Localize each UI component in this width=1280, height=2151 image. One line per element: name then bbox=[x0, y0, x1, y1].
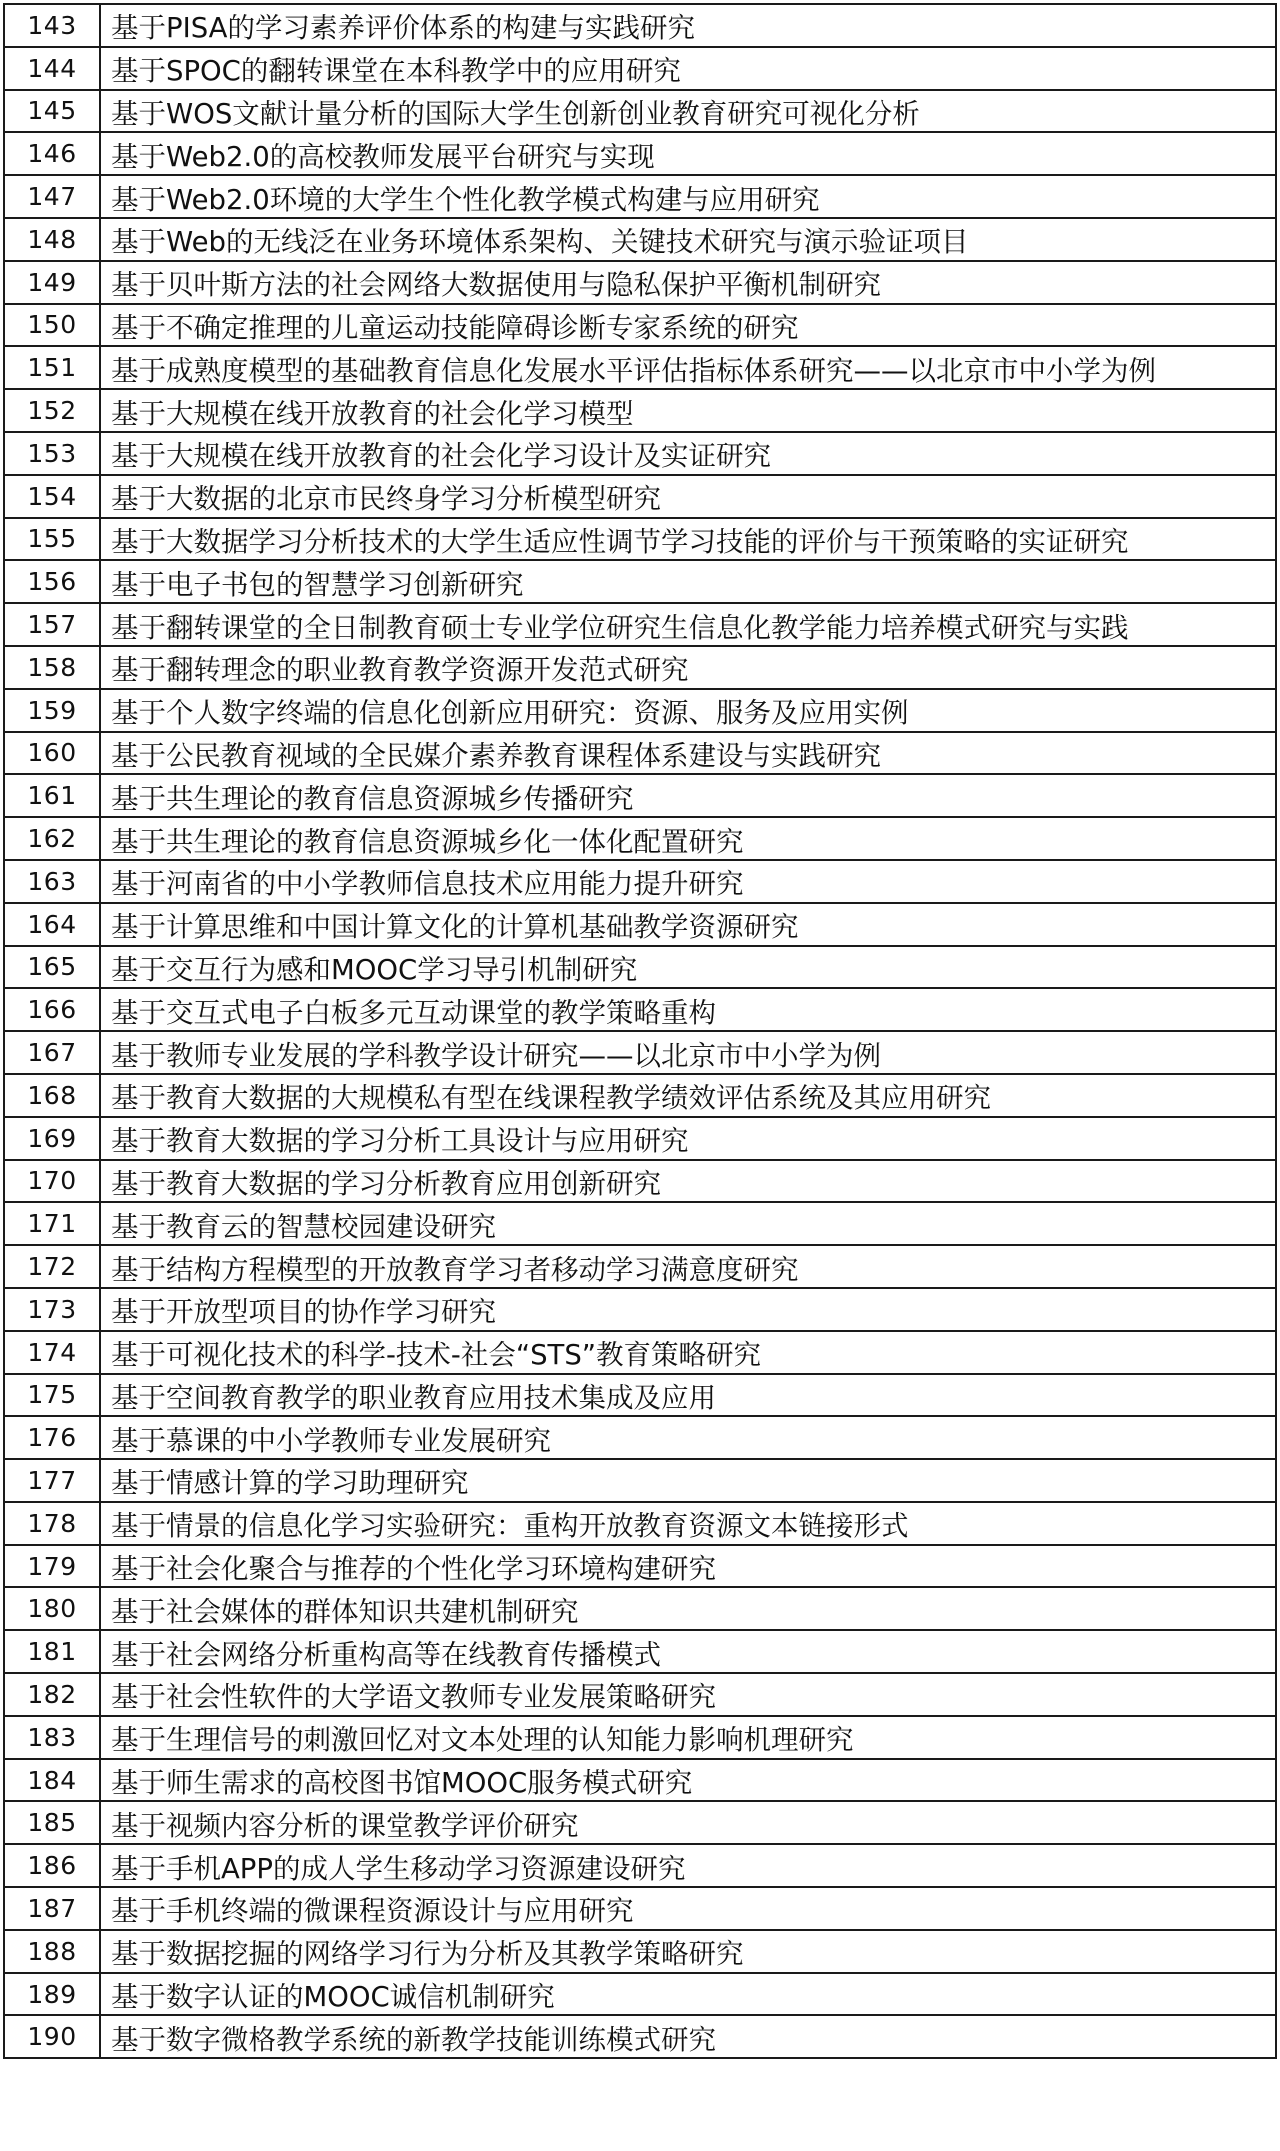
project-title: 基于教育大数据的学习分析教育应用创新研究 bbox=[100, 1160, 1276, 1203]
table-row bbox=[4, 1331, 1276, 1374]
project-title: 基于教育大数据的学习分析工具设计与应用研究 bbox=[100, 1117, 1276, 1160]
table-row bbox=[4, 1801, 1276, 1844]
table-row bbox=[4, 175, 1276, 218]
row-number: 146 bbox=[4, 132, 100, 175]
row-number: 157 bbox=[4, 603, 100, 646]
row-number: 177 bbox=[4, 1459, 100, 1502]
project-title: 基于社会媒体的群体知识共建机制研究 bbox=[100, 1587, 1276, 1630]
table-row bbox=[4, 218, 1276, 261]
row-number: 174 bbox=[4, 1331, 100, 1374]
table-row bbox=[4, 1545, 1276, 1588]
project-title: 基于大规模在线开放教育的社会化学习设计及实证研究 bbox=[100, 432, 1276, 475]
project-title: 基于交互行为感和MOOC学习导引机制研究 bbox=[100, 946, 1276, 989]
project-title: 基于情感计算的学习助理研究 bbox=[100, 1459, 1276, 1502]
row-number: 183 bbox=[4, 1716, 100, 1759]
row-number: 155 bbox=[4, 518, 100, 561]
row-number: 176 bbox=[4, 1416, 100, 1459]
project-list-table bbox=[3, 3, 1277, 2059]
project-title: 基于成熟度模型的基础教育信息化发展水平评估指标体系研究——以北京市中小学为例 bbox=[100, 346, 1276, 389]
row-number: 179 bbox=[4, 1545, 100, 1588]
table-row bbox=[4, 689, 1276, 732]
table-row bbox=[4, 1202, 1276, 1245]
table-row bbox=[4, 1374, 1276, 1417]
table-row bbox=[4, 4, 1276, 47]
row-number: 186 bbox=[4, 1844, 100, 1887]
project-title: 基于不确定推理的儿童运动技能障碍诊断专家系统的研究 bbox=[100, 304, 1276, 347]
project-title: 基于大规模在线开放教育的社会化学习模型 bbox=[100, 389, 1276, 432]
row-number: 166 bbox=[4, 988, 100, 1031]
table-row bbox=[4, 1416, 1276, 1459]
project-title: 基于共生理论的教育信息资源城乡化一体化配置研究 bbox=[100, 817, 1276, 860]
project-title: 基于教育云的智慧校园建设研究 bbox=[100, 1202, 1276, 1245]
project-title: 基于慕课的中小学教师专业发展研究 bbox=[100, 1416, 1276, 1459]
row-number: 185 bbox=[4, 1801, 100, 1844]
row-number: 180 bbox=[4, 1587, 100, 1630]
row-number: 149 bbox=[4, 261, 100, 304]
table-row bbox=[4, 817, 1276, 860]
row-number: 189 bbox=[4, 1973, 100, 2016]
project-list-body bbox=[4, 4, 1276, 2058]
project-title: 基于可视化技术的科学-技术-社会“STS”教育策略研究 bbox=[100, 1331, 1276, 1374]
project-title: 基于师生需求的高校图书馆MOOC服务模式研究 bbox=[100, 1759, 1276, 1802]
project-title: 基于翻转课堂的全日制教育硕士专业学位研究生信息化教学能力培养模式研究与实践 bbox=[100, 603, 1276, 646]
project-title: 基于空间教育教学的职业教育应用技术集成及应用 bbox=[100, 1374, 1276, 1417]
table-row bbox=[4, 1630, 1276, 1673]
table-row bbox=[4, 518, 1276, 561]
row-number: 159 bbox=[4, 689, 100, 732]
project-title: 基于PISA的学习素养评价体系的构建与实践研究 bbox=[100, 4, 1276, 47]
row-number: 190 bbox=[4, 2015, 100, 2058]
table-row bbox=[4, 1031, 1276, 1074]
row-number: 143 bbox=[4, 4, 100, 47]
row-number: 147 bbox=[4, 175, 100, 218]
table-row bbox=[4, 1074, 1276, 1117]
table-row bbox=[4, 903, 1276, 946]
table-row bbox=[4, 346, 1276, 389]
table-row bbox=[4, 1844, 1276, 1887]
row-number: 165 bbox=[4, 946, 100, 989]
project-title: 基于数字认证的MOOC诚信机制研究 bbox=[100, 1973, 1276, 2016]
project-title: 基于共生理论的教育信息资源城乡传播研究 bbox=[100, 774, 1276, 817]
project-title: 基于社会性软件的大学语文教师专业发展策略研究 bbox=[100, 1673, 1276, 1716]
table-row bbox=[4, 1759, 1276, 1802]
project-title: 基于交互式电子白板多元互动课堂的教学策略重构 bbox=[100, 988, 1276, 1031]
table-row bbox=[4, 261, 1276, 304]
row-number: 172 bbox=[4, 1245, 100, 1288]
table-row bbox=[4, 560, 1276, 603]
table-row bbox=[4, 475, 1276, 518]
table-row bbox=[4, 946, 1276, 989]
row-number: 169 bbox=[4, 1117, 100, 1160]
row-number: 188 bbox=[4, 1930, 100, 1973]
row-number: 168 bbox=[4, 1074, 100, 1117]
project-title: 基于计算思维和中国计算文化的计算机基础教学资源研究 bbox=[100, 903, 1276, 946]
project-title: 基于电子书包的智慧学习创新研究 bbox=[100, 560, 1276, 603]
project-title: 基于公民教育视域的全民媒介素养教育课程体系建设与实践研究 bbox=[100, 732, 1276, 775]
project-title: 基于开放型项目的协作学习研究 bbox=[100, 1288, 1276, 1331]
table-row bbox=[4, 732, 1276, 775]
project-title: 基于个人数字终端的信息化创新应用研究：资源、服务及应用实例 bbox=[100, 689, 1276, 732]
row-number: 152 bbox=[4, 389, 100, 432]
table-row bbox=[4, 1459, 1276, 1502]
table-row bbox=[4, 2015, 1276, 2058]
project-title: 基于数据挖掘的网络学习行为分析及其教学策略研究 bbox=[100, 1930, 1276, 1973]
project-title: 基于大数据学习分析技术的大学生适应性调节学习技能的评价与干预策略的实证研究 bbox=[100, 518, 1276, 561]
project-title: 基于社会网络分析重构高等在线教育传播模式 bbox=[100, 1630, 1276, 1673]
row-number: 160 bbox=[4, 732, 100, 775]
table-row bbox=[4, 1887, 1276, 1930]
table-row bbox=[4, 47, 1276, 90]
project-title: 基于大数据的北京市民终身学习分析模型研究 bbox=[100, 475, 1276, 518]
table-row bbox=[4, 132, 1276, 175]
row-number: 158 bbox=[4, 646, 100, 689]
row-number: 171 bbox=[4, 1202, 100, 1245]
table-row bbox=[4, 1117, 1276, 1160]
row-number: 170 bbox=[4, 1160, 100, 1203]
table-row bbox=[4, 1930, 1276, 1973]
project-title: 基于贝叶斯方法的社会网络大数据使用与隐私保护平衡机制研究 bbox=[100, 261, 1276, 304]
project-title: 基于视频内容分析的课堂教学评价研究 bbox=[100, 1801, 1276, 1844]
table-row bbox=[4, 432, 1276, 475]
project-title: 基于教师专业发展的学科教学设计研究——以北京市中小学为例 bbox=[100, 1031, 1276, 1074]
table-row bbox=[4, 646, 1276, 689]
row-number: 178 bbox=[4, 1502, 100, 1545]
row-number: 167 bbox=[4, 1031, 100, 1074]
row-number: 156 bbox=[4, 560, 100, 603]
project-title: 基于WOS文献计量分析的国际大学生创新创业教育研究可视化分析 bbox=[100, 90, 1276, 133]
row-number: 184 bbox=[4, 1759, 100, 1802]
row-number: 164 bbox=[4, 903, 100, 946]
table-row bbox=[4, 603, 1276, 646]
table-row bbox=[4, 90, 1276, 133]
table-row bbox=[4, 304, 1276, 347]
row-number: 181 bbox=[4, 1630, 100, 1673]
row-number: 150 bbox=[4, 304, 100, 347]
row-number: 187 bbox=[4, 1887, 100, 1930]
table-row bbox=[4, 1245, 1276, 1288]
table-row bbox=[4, 988, 1276, 1031]
table-row bbox=[4, 1502, 1276, 1545]
project-title: 基于结构方程模型的开放教育学习者移动学习满意度研究 bbox=[100, 1245, 1276, 1288]
project-title: 基于情景的信息化学习实验研究：重构开放教育资源文本链接形式 bbox=[100, 1502, 1276, 1545]
row-number: 182 bbox=[4, 1673, 100, 1716]
project-title: 基于数字微格教学系统的新教学技能训练模式研究 bbox=[100, 2015, 1276, 2058]
project-title: 基于河南省的中小学教师信息技术应用能力提升研究 bbox=[100, 860, 1276, 903]
project-title: 基于翻转理念的职业教育教学资源开发范式研究 bbox=[100, 646, 1276, 689]
project-title: 基于生理信号的刺激回忆对文本处理的认知能力影响机理研究 bbox=[100, 1716, 1276, 1759]
table-row bbox=[4, 1160, 1276, 1203]
row-number: 162 bbox=[4, 817, 100, 860]
row-number: 161 bbox=[4, 774, 100, 817]
row-number: 154 bbox=[4, 475, 100, 518]
row-number: 151 bbox=[4, 346, 100, 389]
table-row bbox=[4, 1288, 1276, 1331]
project-title: 基于Web的无线泛在业务环境体系架构、关键技术研究与演示验证项目 bbox=[100, 218, 1276, 261]
row-number: 175 bbox=[4, 1374, 100, 1417]
project-title: 基于SPOC的翻转课堂在本科教学中的应用研究 bbox=[100, 47, 1276, 90]
row-number: 173 bbox=[4, 1288, 100, 1331]
row-number: 144 bbox=[4, 47, 100, 90]
project-title: 基于社会化聚合与推荐的个性化学习环境构建研究 bbox=[100, 1545, 1276, 1588]
project-title: 基于手机终端的微课程资源设计与应用研究 bbox=[100, 1887, 1276, 1930]
row-number: 145 bbox=[4, 90, 100, 133]
table-row bbox=[4, 1973, 1276, 2016]
table-row bbox=[4, 1716, 1276, 1759]
row-number: 163 bbox=[4, 860, 100, 903]
project-title: 基于Web2.0的高校教师发展平台研究与实现 bbox=[100, 132, 1276, 175]
table-row bbox=[4, 1673, 1276, 1716]
table-row bbox=[4, 860, 1276, 903]
table-row bbox=[4, 1587, 1276, 1630]
table-row bbox=[4, 774, 1276, 817]
project-title: 基于手机APP的成人学生移动学习资源建设研究 bbox=[100, 1844, 1276, 1887]
project-title: 基于Web2.0环境的大学生个性化教学模式构建与应用研究 bbox=[100, 175, 1276, 218]
project-title: 基于教育大数据的大规模私有型在线课程教学绩效评估系统及其应用研究 bbox=[100, 1074, 1276, 1117]
row-number: 148 bbox=[4, 218, 100, 261]
table-row bbox=[4, 389, 1276, 432]
row-number: 153 bbox=[4, 432, 100, 475]
